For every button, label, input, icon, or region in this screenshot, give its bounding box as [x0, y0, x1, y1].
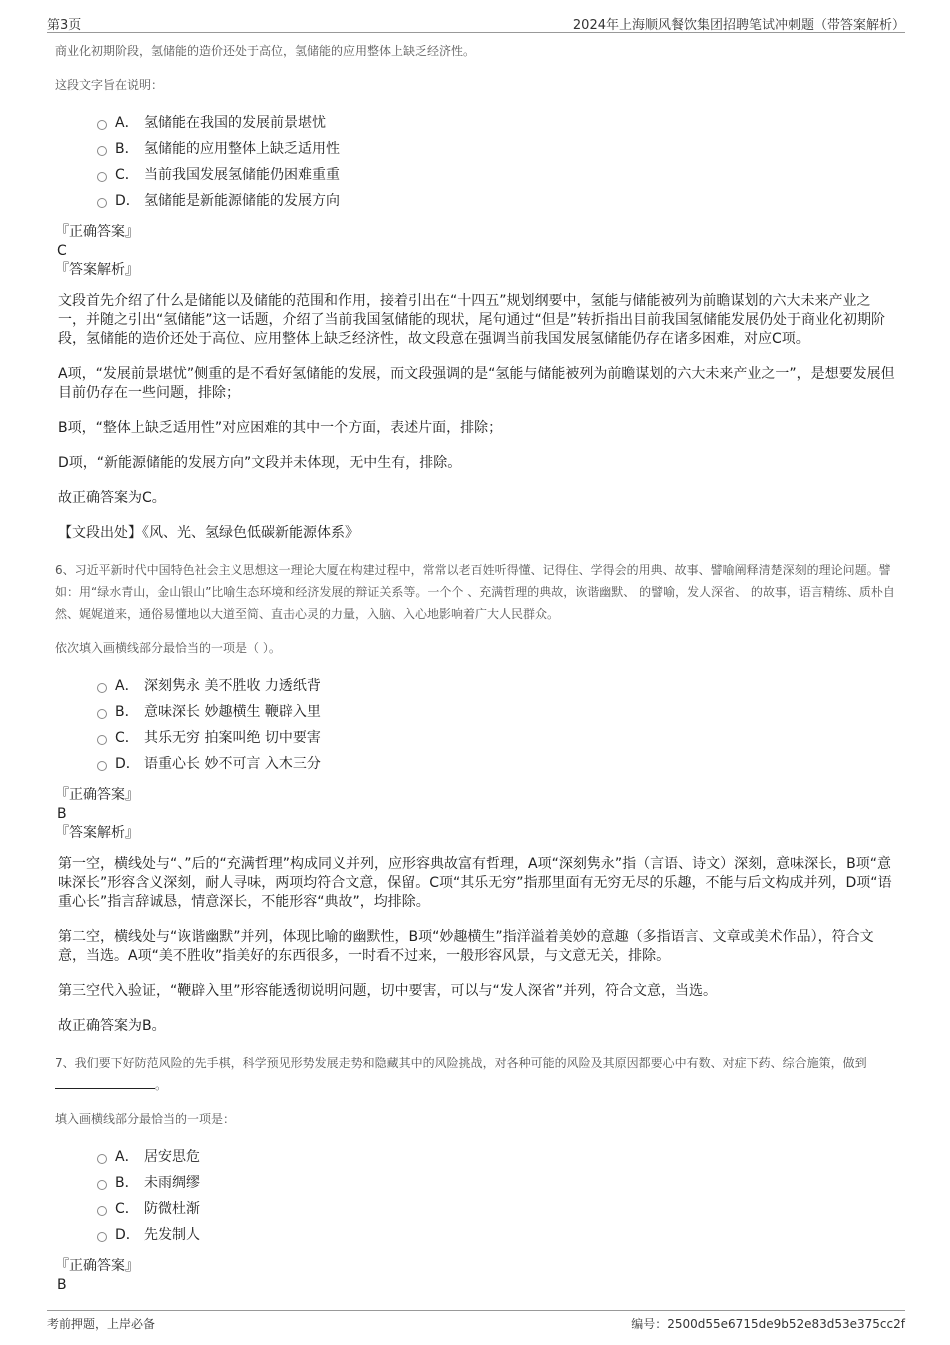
q6-option-a[interactable]: A． 深刻隽永 美不胜收 力透纸背	[95, 673, 895, 699]
radio-icon[interactable]	[97, 1232, 107, 1242]
q5-analysis-label: 『答案解析』	[55, 262, 139, 278]
q6-analysis-para: 第一空，横线处与“、”后的“充满哲理”构成同义并列，应形容典故富有哲理，A项“深刻隽永”指（言语、诗文）深刻，意味深长，B项“意味深长”形容含义深刻，耐人寻味，两项均符合文意，保留。C项“其乐无穷”指那里面有无穷无尽的乐趣，不能与后文构成并列，D项“语重心长”指言辞诚恳，情意深长，不能形容“典故”，均排除。	[58, 856, 892, 910]
radio-icon[interactable]	[97, 146, 107, 156]
q6-stem: 6、习近平新时代中国特色社会主义思想这一理论大厦在构建过程中，常常以老百姓听得懂、记得住、学得会的用典、故事、譬喻阐释清楚深刻的理论问题。譬如：用“绿水青山，金山银山”比喻生态环境和经济发展的辩证关系等。一个个 、充满哲理的典故，诙谐幽默、 的譬喻，发人深省、 的故事，语言精练、质朴自然、娓娓道来，通俗易懂地以大道至简、直击心灵的力量，入脑、入心地影响着广大人民群众。	[55, 563, 895, 621]
q7-stem: 7、我们要下好防范风险的先手棋，科学预见形势发展走势和隐藏其中的风险挑战，对各种可能的风险及其原因都要心中有数、对症下药、综合施策，做到。	[55, 1056, 867, 1092]
fill-blank	[55, 1076, 155, 1089]
q5-source: 【文段出处】《风、光、氢绿色低碳新能源体系》	[58, 525, 359, 541]
q5-analysis-para: B项，“整体上缺乏适用性”对应困难的其中一个方面，表述片面，排除；	[58, 420, 503, 436]
q5-options	[95, 110, 895, 214]
q5-option-c[interactable]: C． 当前我国发展氢储能仍困难重重	[95, 162, 895, 188]
q7-option-b[interactable]: B． 未雨绸缪	[95, 1170, 895, 1196]
footer-slogan: 考前押题，上岸必备	[47, 1317, 156, 1331]
radio-icon[interactable]	[97, 683, 107, 693]
q5-analysis-para: A项，“发展前景堪忧”侧重的是不看好氢储能的发展，而文段强调的是“氢能与储能被列为前瞻谋划的六大未来产业之一”，是想要发展但目前仍存在一些问题，排除；	[58, 366, 895, 401]
q7-option-a[interactable]: A． 居安思危	[95, 1144, 895, 1170]
q5-answer-label: 『正确答案』	[55, 224, 139, 240]
q7-options	[95, 1144, 895, 1248]
q5-analysis-para: D项，“新能源储能的发展方向”文段并未体现，无中生有，排除。	[58, 455, 462, 471]
page-header	[47, 12, 905, 33]
q6-analysis-para: 第二空，横线处与“诙谐幽默”并列，体现比喻的幽默性，B项“妙趣横生”指洋溢着美妙的意趣（多指语言、文章或美术作品），符合文意，当选。A项“美不胜收”指美好的东西很多，一时看不过来，一般形容风景，与文意无关，排除。	[58, 929, 874, 964]
q6-option-c[interactable]: C． 其乐无穷 拍案叫绝 切中要害	[95, 725, 895, 751]
radio-icon[interactable]	[97, 1180, 107, 1190]
q7-prompt: 填入画横线部分最恰当的一项是：	[55, 1112, 236, 1126]
q6-analysis-para: 第三空代入验证，“鞭辟入里”形容能透彻说明问题，切中要害，可以与“发人深省”并列，符合文意，当选。	[58, 983, 718, 999]
q5-answer: C	[57, 243, 67, 259]
radio-icon[interactable]	[97, 1154, 107, 1164]
radio-icon[interactable]	[97, 735, 107, 745]
q5-option-a[interactable]: A． 氢储能在我国的发展前景堪忧	[95, 110, 895, 136]
radio-icon[interactable]	[97, 761, 107, 771]
q5-prompt: 这段文字旨在说明：	[55, 78, 164, 92]
page-number: 第3页	[47, 18, 82, 33]
q5-passage-tail: 商业化初期阶段，氢储能的造价还处于高位，氢储能的应用整体上缺乏经济性。	[55, 44, 476, 58]
q6-answer: B	[57, 806, 67, 822]
q6-analysis-label: 『答案解析』	[55, 825, 139, 841]
radio-icon[interactable]	[97, 709, 107, 719]
q5-option-d[interactable]: D． 氢储能是新能源储能的发展方向	[95, 188, 895, 214]
q7-option-d[interactable]: D． 先发制人	[95, 1222, 895, 1248]
q5-option-b[interactable]: B． 氢储能的应用整体上缺乏适用性	[95, 136, 895, 162]
q7-option-c[interactable]: C． 防微杜渐	[95, 1196, 895, 1222]
radio-icon[interactable]	[97, 172, 107, 182]
q5-analysis-para: 故正确答案为C。	[58, 490, 166, 506]
document-id: 编号：2500d55e6715de9b52e83d53e375cc2f	[631, 1317, 905, 1331]
radio-icon[interactable]	[97, 1206, 107, 1216]
q6-answer-label: 『正确答案』	[55, 787, 139, 803]
q6-analysis-para: 故正确答案为B。	[58, 1018, 166, 1034]
q6-options	[95, 673, 895, 777]
document-body	[55, 40, 895, 1294]
page-footer	[47, 1310, 905, 1335]
radio-icon[interactable]	[97, 198, 107, 208]
q7-answer: B	[57, 1277, 67, 1293]
q6-prompt: 依次填入画横线部分最恰当的一项是（ ）。	[55, 641, 281, 655]
q5-analysis-para: 文段首先介绍了什么是储能以及储能的范围和作用，接着引出在“十四五”规划纲要中，氢能与储能被列为前瞻谋划的六大未来产业之一，并随之引出“氢储能”这一话题，介绍了当前我国氢储能的现状，尾句通过“但是”转折指出目前我国氢储能发展仍处于商业化初期阶段，氢储能的造价还处于高位、应用整体上缺乏经济性，故文段意在强调当前我国发展氢储能仍存在诸多困难，对应C项。	[58, 293, 886, 347]
radio-icon[interactable]	[97, 120, 107, 130]
q6-option-b[interactable]: B． 意味深长 妙趣横生 鞭辟入里	[95, 699, 895, 725]
document-title: 2024年上海顺风餐饮集团招聘笔试冲刺题（带答案解析）	[572, 18, 905, 33]
q6-option-d[interactable]: D． 语重心长 妙不可言 入木三分	[95, 751, 895, 777]
q7-answer-label: 『正确答案』	[55, 1258, 139, 1274]
